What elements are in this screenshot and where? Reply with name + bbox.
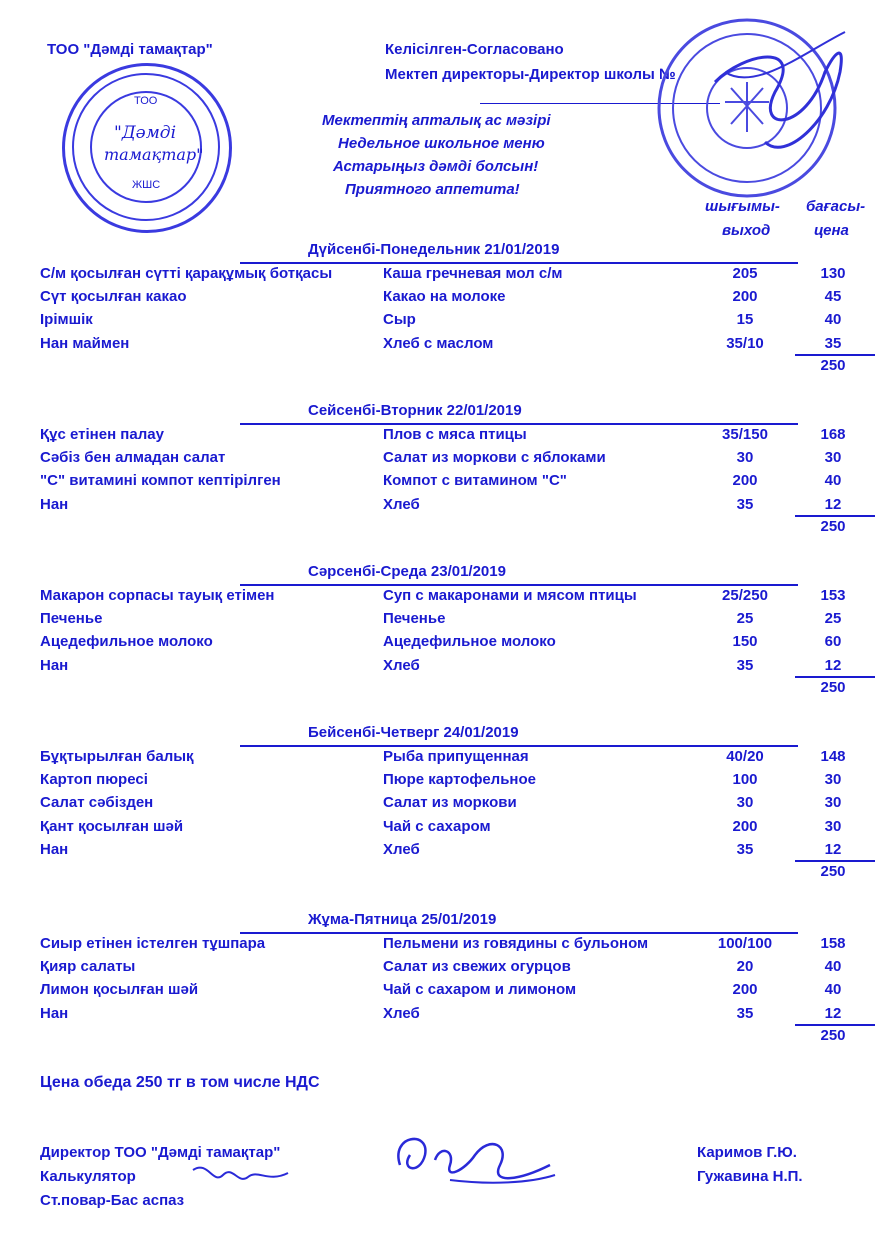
item-name-kz: Қант қосылған шәй <box>40 817 184 835</box>
item-name-ru: Чай с сахаром <box>383 817 491 835</box>
item-price: 130 <box>820 265 846 282</box>
item-output: 200 <box>732 981 758 999</box>
item-name-ru: Хлеб <box>383 1004 420 1022</box>
item-name-ru: Пюре картофельное <box>383 771 536 789</box>
item-output: 15 <box>736 311 754 329</box>
item-price: 153 <box>820 587 846 604</box>
item-output: 100/100 <box>717 935 773 952</box>
day-title: Сәрсенбі-Среда 23/01/2019 <box>308 563 506 580</box>
item-price: 60 <box>824 633 842 651</box>
name-calculator: Гужавина Н.П. <box>697 1168 803 1185</box>
item-price: 40 <box>824 981 842 999</box>
item-price: 40 <box>824 311 842 329</box>
item-price: 30 <box>824 449 842 467</box>
col-price-ru: цена <box>814 222 849 239</box>
day-total: 250 <box>820 863 846 880</box>
item-output: 35 <box>736 1004 754 1022</box>
item-price: 40 <box>824 472 842 490</box>
item-output: 25/250 <box>722 587 768 604</box>
item-name-ru: Хлеб <box>383 840 420 858</box>
item-name-kz: Нан <box>40 1004 69 1022</box>
item-name-kz: Нан <box>40 656 69 674</box>
signature-icon <box>380 1125 580 1205</box>
day-total: 250 <box>820 678 846 696</box>
col-output-ru: выход <box>722 222 771 239</box>
item-name-kz: Құс етінен палау <box>40 426 164 443</box>
director-line: Мектеп директоры-Директор школы № <box>385 66 676 83</box>
item-price: 12 <box>824 1004 842 1022</box>
item-output: 205 <box>732 265 758 282</box>
day-total: 250 <box>820 1026 846 1044</box>
item-name-ru: Хлеб с маслом <box>383 334 494 352</box>
item-price: 12 <box>824 840 842 858</box>
seal-top-text: ТОО <box>134 95 158 107</box>
item-name-kz: Картоп пюресі <box>40 771 148 789</box>
item-output: 100 <box>732 771 758 789</box>
title-ru: Недельное школьное меню <box>338 135 545 152</box>
item-output: 35/150 <box>722 426 768 443</box>
total-line <box>795 1024 875 1026</box>
total-line <box>795 860 875 862</box>
item-output: 35 <box>736 656 754 674</box>
col-price-kz: бағасы- <box>806 198 866 215</box>
total-line <box>795 515 875 517</box>
col-output-kz: шығымы- <box>705 198 780 215</box>
item-name-kz: Нан <box>40 495 69 513</box>
item-output: 35 <box>736 495 754 513</box>
day-title-underline <box>240 423 798 425</box>
wish-kz: Астарыңыз дәмді болсын! <box>333 158 539 175</box>
item-name-kz: Нан <box>40 840 69 858</box>
item-price: 40 <box>824 958 842 976</box>
agreed-label: Келісілген-Согласовано <box>385 41 564 58</box>
item-name-kz: Макарон сорпасы тауық етімен <box>40 587 275 604</box>
item-name-ru: Сыр <box>383 311 416 329</box>
item-name-ru: Печенье <box>383 610 446 628</box>
item-name-ru: Суп с макаронами и мясом птицы <box>383 587 637 604</box>
item-name-kz: Салат сәбізден <box>40 794 154 812</box>
seal-bottom-text: ЖШС <box>132 179 161 191</box>
calculator-signature-icon <box>188 1155 298 1195</box>
item-output: 200 <box>732 817 758 835</box>
item-name-ru: Плов с мяса птицы <box>383 426 527 443</box>
day-total: 250 <box>820 517 846 535</box>
day-title: Дүйсенбі-Понедельник 21/01/2019 <box>308 241 560 258</box>
item-name-kz: Сәбіз бен алмадан салат <box>40 449 226 467</box>
item-price: 30 <box>824 817 842 835</box>
item-price: 25 <box>824 610 842 628</box>
item-price: 30 <box>824 771 842 789</box>
item-name-ru: Какао на молоке <box>383 288 506 306</box>
item-name-ru: Салат из свежих огурцов <box>383 958 571 976</box>
item-price: 12 <box>824 656 842 674</box>
item-output: 200 <box>732 288 758 306</box>
item-name-kz: Печенье <box>40 610 103 628</box>
item-name-kz: Сүт қосылған какао <box>40 288 187 306</box>
item-name-ru: Рыба припущенная <box>383 748 529 765</box>
item-name-ru: Пельмени из говядины с бульоном <box>383 935 649 952</box>
item-output: 35/10 <box>726 334 764 352</box>
seal-center-text-2: тамақтар" <box>104 145 204 164</box>
item-name-kz: Лимон қосылған шәй <box>40 981 199 999</box>
total-line <box>795 676 875 678</box>
item-output: 200 <box>732 472 758 490</box>
item-price: 45 <box>824 288 842 306</box>
item-name-kz: Ірімшік <box>40 311 93 329</box>
wish-ru: Приятного аппетита! <box>345 181 520 198</box>
item-price: 35 <box>824 334 842 352</box>
item-name-kz: "С" витамині компот кептірілген <box>40 472 281 490</box>
day-title-underline <box>240 584 798 586</box>
name-director: Каримов Г.Ю. <box>697 1144 797 1161</box>
item-name-kz: Қияр салаты <box>40 958 136 976</box>
day-title-underline <box>240 262 798 264</box>
item-output: 30 <box>736 449 754 467</box>
school-seal-icon <box>655 12 855 202</box>
item-name-kz: С/м қосылған сүтті қарақұмық ботқасы <box>40 265 333 282</box>
item-name-kz: Сиыр етінен істелген тұшпара <box>40 935 266 952</box>
title-kz: Мектептің апталық ас мәзірі <box>322 112 551 129</box>
role-director: Директор ТОО "Дәмді тамақтар" <box>40 1144 281 1161</box>
role-calculator: Калькулятор <box>40 1168 136 1185</box>
day-title-underline <box>240 745 798 747</box>
item-name-kz: Ацедефильное молоко <box>40 633 213 651</box>
item-output: 25 <box>736 610 754 628</box>
item-output: 150 <box>732 633 758 651</box>
item-name-ru: Каша гречневая мол с/м <box>383 265 563 282</box>
day-title: Жұма-Пятница 25/01/2019 <box>308 911 497 928</box>
day-total: 250 <box>820 356 846 374</box>
item-name-ru: Хлеб <box>383 656 420 674</box>
item-price: 12 <box>824 495 842 513</box>
item-price: 148 <box>820 748 846 765</box>
item-name-ru: Чай с сахаром и лимоном <box>383 981 577 999</box>
item-price: 158 <box>820 935 846 952</box>
seal-center-text-1: "Дәмді <box>114 123 177 143</box>
item-name-ru: Хлеб <box>383 495 420 513</box>
item-name-kz: Нан маймен <box>40 334 130 352</box>
item-output: 20 <box>736 958 754 976</box>
day-title: Бейсенбі-Четверг 24/01/2019 <box>308 724 519 741</box>
day-title-underline <box>240 932 798 934</box>
item-output: 35 <box>736 840 754 858</box>
item-name-ru: Ацедефильное молоко <box>383 633 556 651</box>
item-output: 40/20 <box>726 748 764 765</box>
item-price: 30 <box>824 794 842 812</box>
item-name-ru: Компот с витамином "С" <box>383 472 567 490</box>
item-output: 30 <box>736 794 754 812</box>
total-line <box>795 354 875 356</box>
item-name-ru: Салат из моркови с яблоками <box>383 449 606 467</box>
item-name-ru: Салат из моркови <box>383 794 517 812</box>
day-title: Сейсенбі-Вторник 22/01/2019 <box>308 402 522 419</box>
item-price: 168 <box>820 426 846 443</box>
item-name-kz: Бұқтырылған балық <box>40 748 194 765</box>
company-name: ТОО "Дәмді тамақтар" <box>47 41 213 58</box>
company-seal <box>62 63 232 233</box>
role-chef: Ст.повар-Бас аспаз <box>40 1192 185 1209</box>
price-note: Цена обеда 250 тг в том числе НДС <box>40 1074 320 1091</box>
